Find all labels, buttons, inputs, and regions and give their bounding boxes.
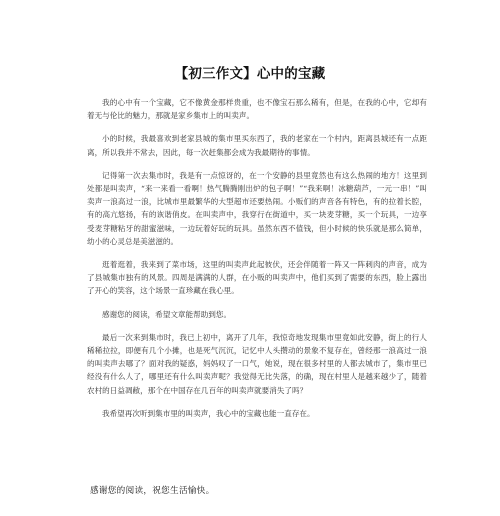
footer-note: 感谢您的阅读，祝您生活愉快。 — [90, 486, 215, 496]
paragraph-6: 最后一次来到集市时，我已上初中，离开了几年，我惊奇地发现集市里竟如此安静，街上的行人稀稀拉拉，即便有几个小摊，也是死气沉沉，记忆中人头攒动的景象不复存在，曾经那一浪高过一浪的叫卖声去哪了？面对我的疑惑，妈妈叹了一口气，她说，现在很多村里的人都去城市了，集市里已经没有什么人了，哪里还有什么叫卖声呢？我觉得无比失落，的确，现在村里人是越来越少了，随着农村的日益凋敝，那个在中国存在几百年的叫卖声就要消失了吗？ — [87, 332, 427, 395]
document-title: 【初三作文】心中的宝藏 — [174, 66, 326, 82]
paragraph-2: 小的时候，我最喜欢到老家县城的集市里买东西了，我的老家在一个村内，距离县城还有一点距离，所以我并不常去，因此，每一次赶集都会成为我最期待的事情。 — [87, 134, 427, 157]
paragraph-4: 逛着逛着，我来到了菜市场，这里的叫卖声此起彼伏，还会伴随着一阵又一阵刺肉的声音，成为了县城集市独有的风景。四周是满满的人群，在小贩的叫卖声中，他们买到了需要的东西，脸上露出了开心的笑容，这个场景一直珍藏在我心里。 — [87, 260, 427, 296]
paragraph-5: 感谢您的阅读，希望文章能帮助到您。 — [102, 309, 232, 319]
paragraph-7: 我希望再次听到集市里的叫卖声，我心中的宝藏也能一直存在。 — [102, 408, 315, 418]
document-body — [87, 96, 427, 430]
paragraph-1: 我的心中有一个宝藏，它不像黄金那样贵重，也不像宝石那么稀有，但是，在我的心中，它却有着无与伦比的魅力，那就是家乡集市上的叫卖声。 — [87, 98, 427, 121]
paragraph-3: 记得第一次去集市时，我是有一点惊讶的，在一个安静的县里竟然也有这么热闹的地方！这里到处都是叫卖声，“来一来看一看啊！热气腾腾刚出炉的包子啊！”“我来啊！冰糖葫芦，一元一串！”叫卖声一浪高过一浪，比城市里最繁华的大型超市还要热闹。小贩们的声音各有特色，有的拉着长腔，有的高亢悠扬，有的诙谐俏皮。在叫卖声中，我穿行在街道中，买一块麦芽糖，买一个玩具，一边享受麦芽糖粘牙的甜蜜滋味，一边玩着好玩的玩具。虽然东西不值钱，但小时候的快乐就是那么简单，幼小的心灵总是美滋滋的。 — [87, 170, 427, 246]
